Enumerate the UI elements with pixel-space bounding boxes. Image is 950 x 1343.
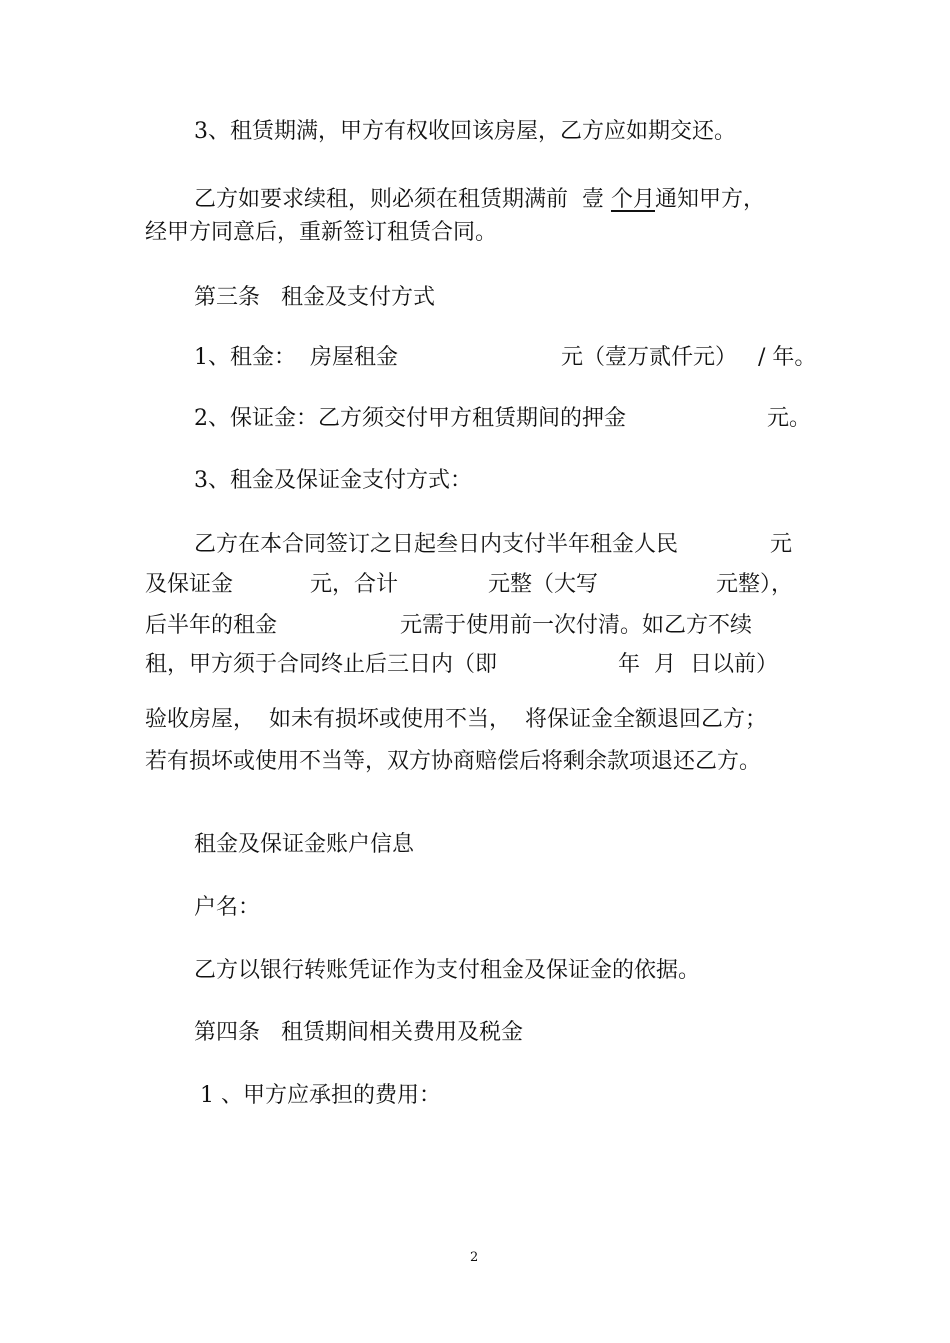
rent-label: 1、租金： 房屋租金 <box>194 345 398 370</box>
account-name-label: 户名： <box>194 895 261 920</box>
clause-lease-expiry: 3、租赁期满，甲方有权收回该房屋，乙方应如期交还。 <box>194 119 736 144</box>
payment-text-3a: 后半年的租金 <box>145 613 278 638</box>
inspection-text: 验收房屋， 如未有损坏或使用不当， 将保证金全额退回乙方； <box>145 707 767 732</box>
deposit-unit: 元。 <box>767 406 812 431</box>
renewal-text-part1: 乙方如要求续租，则必须在租赁期满前 壹 <box>194 187 611 212</box>
payment-text-2c: 元整（大写 <box>488 572 599 597</box>
renewal-text-cont: 经甲方同意后，重新签订租赁合同。 <box>145 220 498 245</box>
deposit-label: 2、保证金：乙方须交付甲方租赁期间的押金 <box>194 406 626 431</box>
payment-text-3b: 元需于使用前一次付清。如乙方不续 <box>400 613 753 638</box>
page-number: 2 <box>470 1250 479 1265</box>
rent-amount-text: 元（壹万贰仟元） / 年。 <box>561 345 817 370</box>
payment-text-2a: 及保证金 <box>145 572 234 597</box>
renewal-period-unit: 个月 <box>610 187 655 212</box>
transfer-proof-text: 乙方以银行转账凭证作为支付租金及保证金的依据。 <box>194 958 701 983</box>
renewal-text-part2: 通知甲方， <box>655 187 766 212</box>
payment-text-4a: 租，甲方须于合同终止后三日内（即 <box>145 652 498 677</box>
payment-text-2d: 元整）， <box>716 572 794 597</box>
payment-text-4b: 年 月 日以前） <box>618 652 778 677</box>
payment-method-heading: 3、租金及保证金支付方式： <box>194 468 472 493</box>
renewal-text <box>194 185 765 215</box>
account-info-heading: 租金及保证金账户信息 <box>194 832 415 857</box>
payment-text-1-unit: 元 <box>770 532 793 557</box>
landlord-fees-heading: 1 、甲方应承担的费用： <box>200 1083 441 1108</box>
damage-text: 若有损坏或使用不当等，双方协商赔偿后将剩余款项退还乙方。 <box>145 749 762 774</box>
article-4-heading: 第四条 租赁期间相关费用及税金 <box>194 1020 523 1045</box>
payment-text-1: 乙方在本合同签订之日起叁日内支付半年租金人民 <box>194 532 679 557</box>
payment-text-2b: 元，合计 <box>310 572 399 597</box>
article-3-heading: 第三条 租金及支付方式 <box>194 285 435 310</box>
